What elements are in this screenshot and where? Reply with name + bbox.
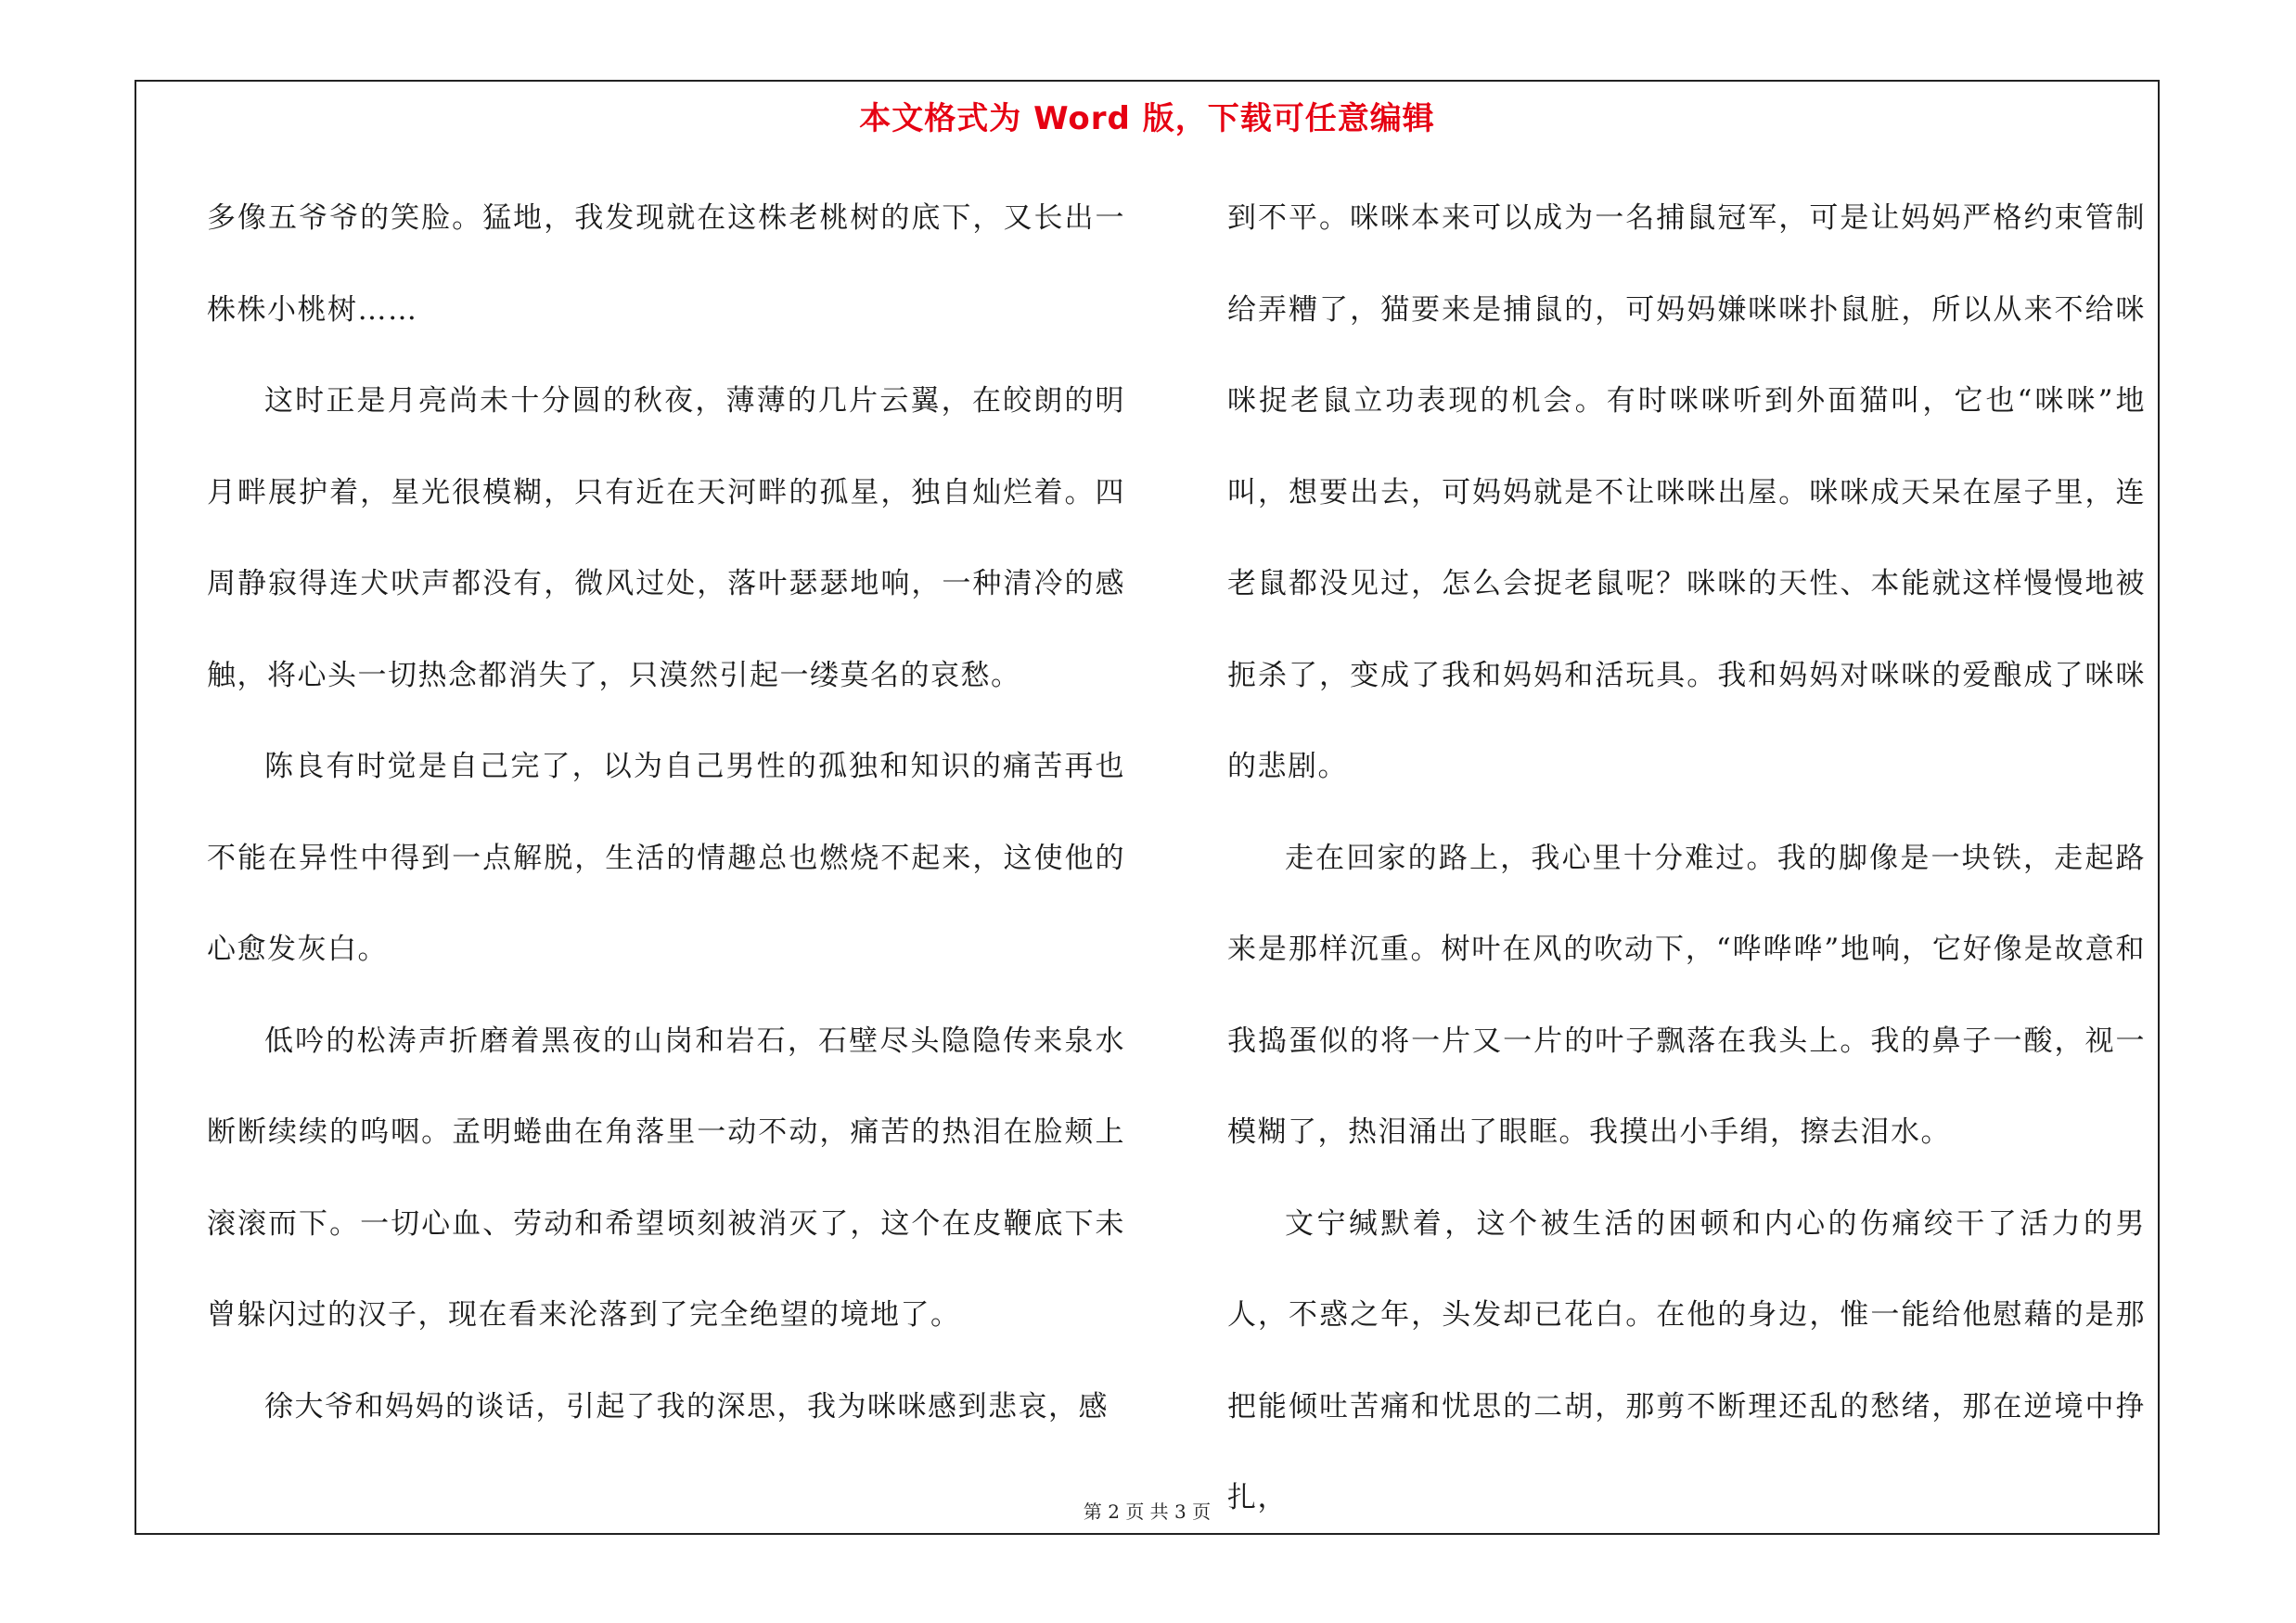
right-column (1227, 173, 2146, 1544)
paragraph: 陈良有时觉是自己完了，以为自己男性的孤独和知识的痛苦再也不能在异性中得到一点解脱，生活的情趣总也燃烧不起来，这使他的心愈发灰白。 (207, 750, 1125, 966)
header-banner: 本文格式为 Word 版，下载可任意编辑 (859, 100, 1435, 137)
page-number: 第 2 页 共 3 页 (1083, 1501, 1212, 1523)
paragraph: 徐大爷和妈妈的谈话，引起了我的深思，我为咪咪感到悲哀，感 (264, 1389, 1109, 1423)
paragraph: 低吟的松涛声折磨着黑夜的山岗和岩石，石壁尽头隐隐传来泉水断断续续的呜咽。孟明蜷曲在角落里一动不动，痛苦的热泪在脸颊上滚滚而下。一切心血、劳动和希望顷刻被消灭了，这个在皮鞭底下未曾躲闪过的汉子，现在看来沦落到了完全绝望的境地了。 (207, 1024, 1125, 1332)
paragraph: 多像五爷爷的笑脸。猛地，我发现就在这株老桃树的底下，又长出一株株小桃树…… (207, 201, 1125, 327)
paragraph: 文宁缄默着，这个被生活的困顿和内心的伤痛绞干了活力的男人，不惑之年，头发却已花白。在他的身边，惟一能给他慰藉的是那把能倾吐苦痛和忧思的二胡，那剪不断理还乱的愁绪，那在逆境中挣扎， (1227, 1206, 2146, 1514)
paragraph: 这时正是月亮尚未十分圆的秋夜，薄薄的几片云翼，在皎朗的明月畔展护着，星光很模糊，只有近在天河畔的孤星，独自灿烂着。四周静寂得连犬吠声都没有，微风过处，落叶瑟瑟地响，一种清冷的感触，将心头一切热念都消失了，只漠然引起一缕莫名的哀愁。 (207, 384, 1125, 692)
paragraph: 到不平。咪咪本来可以成为一名捕鼠冠军，可是让妈妈严格约束管制给弄糟了，猫要来是捕鼠的，可妈妈嫌咪咪扑鼠脏，所以从来不给咪咪捉老鼠立功表现的机会。有时咪咪听到外面猫叫，它也“咪咪”地叫，想要出去，可妈妈就是不让咪咪出屋。咪咪成天呆在屋子里，连老鼠都没见过，怎么会捉老鼠呢？咪咪的天性、本能就这样慢慢地被扼杀了，变成了我和妈妈和活玩具。我和妈妈对咪咪的爱酿成了咪咪的悲剧。 (1227, 201, 2146, 783)
page-frame (135, 80, 2160, 1535)
left-column (207, 173, 1125, 1452)
paragraph: 走在回家的路上，我心里十分难过。我的脚像是一块铁，走起路来是那样沉重。树叶在风的吹动下，“哗哗哗”地响，它好像是故意和我捣蛋似的将一片又一片的叶子飘落在我头上。我的鼻子一酸，视一模糊了，热泪涌出了眼眶。我摸出小手绢，擦去泪水。 (1227, 841, 2146, 1149)
